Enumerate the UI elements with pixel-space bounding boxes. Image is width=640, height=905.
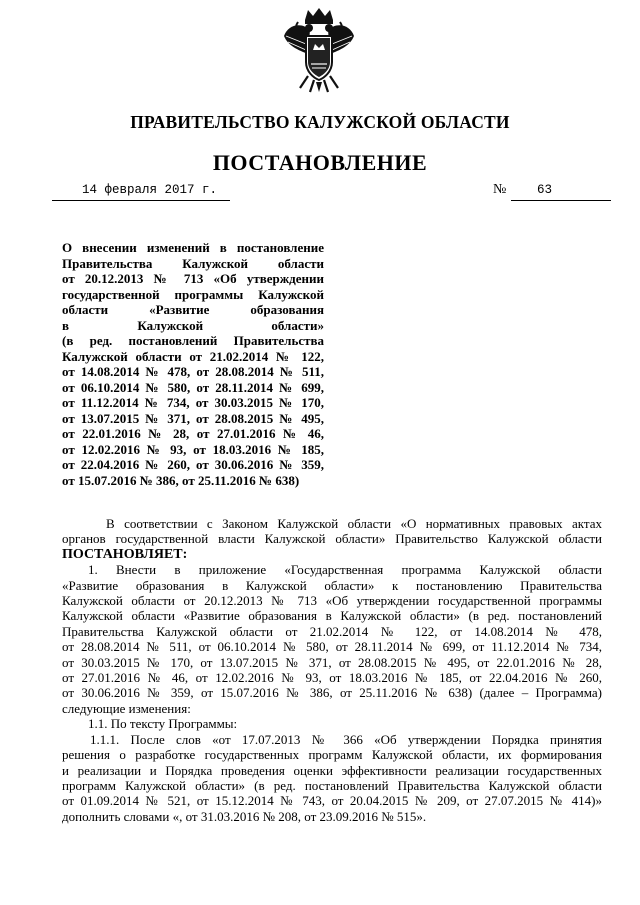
clause-1-1-1-line: дополнить словами «, от 31.03.2016 № 208, от 23.09.2016 № 515». [62,808,427,824]
decree-word: ПОСТАНОВЛЯЕТ: [62,546,188,562]
clause-1-1-1-line: от 01.09.2014 № 521, от 15.12.2014 № 743, от 20.04.2015 № 209, от 27.07.2015 № 414)» [62,793,602,809]
government-title: ПРАВИТЕЛЬСТВО КАЛУЖСКОЙ ОБЛАСТИ [130,112,510,132]
subject-line: О внесении изменений в постановление [62,240,324,255]
clause-1-line: 1. Внести в приложение «Государственная программа Калужской области [88,562,602,578]
subject-block [62,240,324,488]
preamble-line: органов государственной власти Калужской области» Правительство Калужской области [62,531,602,547]
clause-1-line: от 28.08.2014 № 511, от 06.10.2014 № 580, от 28.11.2014 № 699, от 11.12.2014 № 734, [62,639,602,655]
body-text [62,516,602,824]
subject-line: от 12.02.2016 № 93, от 18.03.2016 № 185, [62,441,324,457]
clause-1-line: «Развитие образования в Калужской области» к постановлению Правительства [62,577,602,593]
clause-1-line: от 27.01.2016 № 46, от 12.02.2016 № 93, от 18.03.2016 № 185, от 22.04.2016 № 260, [62,670,602,686]
subject-line: Правительства Калужской области [62,255,324,271]
coat-of-arms-icon [278,6,360,94]
subject-line: от 14.08.2014 № 478, от 28.08.2014 № 511, [62,364,324,379]
clause-1-line: от 30.06.2016 № 359, от 15.07.2016 № 386, от 25.11.2016 № 638) (далее – Программа) [62,685,602,701]
subject-line: от 06.10.2014 № 580, от 28.11.2014 № 699, [62,379,324,395]
subject-line: государственной программы Калужской [62,286,324,302]
clause-1-1-1-line: 1.1.1. После слов «от 17.07.2013 № 366 «Об утверждении Порядка принятия [90,731,602,747]
clause-1-1-1-line: и реализации и Порядка проведения оценки эффективности реализации государственных [62,762,602,778]
document-type: ПОСТАНОВЛЕНИЕ [212,150,428,175]
document-number: 63 [511,182,611,201]
clause-1-line: следующие изменения: [62,700,191,716]
subject-line: от 15.07.2016 № 386, от 25.11.2016 № 638) [62,472,300,488]
subject-line: (в ред. постановлений Правительства [62,333,324,348]
number-label: № [493,182,507,197]
subject-line: области «Развитие образования [62,302,324,317]
subject-line: в Калужской области» [62,317,324,333]
subject-line: от 22.04.2016 № 260, от 30.06.2016 № 359, [62,457,324,472]
clause-1-1-1-line: программ Калужской области» (в ред. постановлений Правительства Калужской области [62,777,602,793]
clause-1-line: Калужской области «Развитие образования в Калужской области» (в ред. постановлений [62,608,602,624]
subject-line: от 20.12.2013 № 713 «Об утверждении [62,271,324,286]
subject-line: от 11.12.2014 № 734, от 30.03.2015 № 170, [62,395,324,410]
subject-line: Калужской области от 21.02.2014 № 122, [62,348,324,364]
clause-1-line: от 30.03.2015 № 170, от 13.07.2015 № 371, от 28.08.2015 № 495, от 22.01.2016 № 28, [62,654,602,670]
clause-1-1: 1.1. По тексту Программы: [88,716,238,732]
subject-line: от 22.01.2016 № 28, от 27.01.2016 № 46, [62,426,324,441]
clause-1-1-1-line: решения о разработке государственных программ Калужской области, их формирования [62,747,602,763]
document-date: 14 февраля 2017 г. [52,182,230,201]
subject-line: от 13.07.2015 № 371, от 28.08.2015 № 495, [62,410,324,426]
preamble-line: В соответствии с Законом Калужской области «О нормативных правовых актах [106,516,602,531]
clause-1-line: Калужской области от 20.12.2013 № 713 «Об утверждении государственной программы [62,593,602,609]
clause-1-line: Правительства Калужской области от 21.02.2014 № 122, от 14.08.2014 № 478, [62,623,602,639]
